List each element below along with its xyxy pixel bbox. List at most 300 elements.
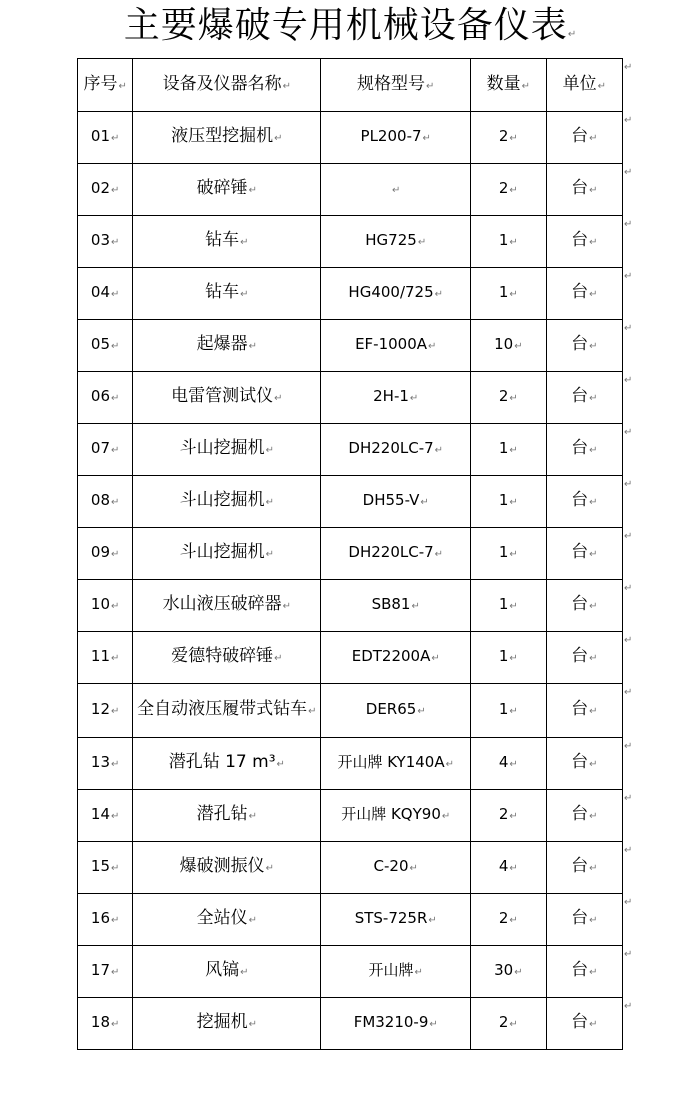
table-row [78, 216, 623, 268]
cell-qty-text: 1 [498, 595, 509, 613]
cell-name [133, 632, 321, 684]
cell-model-text: C-20 [373, 857, 409, 875]
paragraph-mark-icon: ↵ [111, 549, 120, 560]
cell-no-text: 02 [90, 179, 110, 197]
cell-name-text: 钻车 [205, 230, 240, 250]
cell-name [133, 528, 321, 580]
cell-qty [471, 946, 546, 998]
cell-unit [546, 894, 622, 946]
paragraph-mark-icon: ↵ [509, 811, 518, 822]
cell-model [321, 684, 471, 738]
cell-unit-text: 台 [571, 438, 589, 458]
cell-name-text: 破碎锤 [196, 178, 248, 198]
cell-unit-text: 台 [571, 699, 589, 719]
cell-qty [471, 580, 546, 632]
cell-model-text: DH220LC-7 [348, 439, 434, 457]
cell-name-text: 液压型挖掘机 [171, 126, 274, 146]
cell-name [133, 946, 321, 998]
paragraph-mark-icon: ↵ [111, 185, 120, 196]
cell-no-text: 12 [90, 700, 110, 718]
paragraph-mark-icon: ↵ [589, 289, 598, 300]
cell-no-text: 10 [90, 595, 110, 613]
paragraph-mark-icon: ↵ [111, 811, 120, 822]
cell-name [133, 476, 321, 528]
paragraph-mark-icon: ↵ [431, 653, 440, 664]
header-no [78, 59, 133, 112]
cell-no [78, 268, 133, 320]
cell-name [133, 320, 321, 372]
cell-unit-text: 台 [571, 230, 589, 250]
cell-model [321, 320, 471, 372]
cell-model [321, 216, 471, 268]
cell-unit [546, 738, 622, 790]
cell-qty-text: 2 [498, 387, 509, 405]
cell-name-text: 爱德特破碎锤 [171, 646, 274, 666]
cell-qty [471, 738, 546, 790]
paragraph-mark-icon: ↵ [111, 289, 120, 300]
cell-model [321, 790, 471, 842]
table-body [78, 112, 623, 1050]
paragraph-mark-icon: ↵ [567, 29, 577, 40]
paragraph-mark-icon: ↵ [111, 915, 120, 926]
cell-unit-text: 台 [571, 282, 589, 302]
cell-name [133, 790, 321, 842]
paragraph-mark-icon: ↵ [589, 1019, 598, 1030]
paragraph-mark-icon: ↵ [111, 706, 120, 717]
cell-no [78, 946, 133, 998]
cell-unit-text: 台 [571, 1012, 589, 1032]
row-end-mark-icon: ↵ [624, 374, 633, 386]
cell-qty-text: 1 [498, 231, 509, 249]
cell-name-text: 电雷管测试仪 [171, 386, 274, 406]
row-end-mark-icon: ↵ [624, 896, 633, 908]
cell-name [133, 738, 321, 790]
cell-qty [471, 632, 546, 684]
paragraph-mark-icon: ↵ [509, 759, 518, 770]
header-no-label: 序号 [83, 73, 118, 94]
cell-name [133, 998, 321, 1050]
cell-model [321, 528, 471, 580]
cell-qty-text: 4 [498, 857, 509, 875]
cell-name [133, 842, 321, 894]
header-unit-label: 单位 [562, 73, 597, 94]
cell-no [78, 476, 133, 528]
cell-qty [471, 112, 546, 164]
cell-unit-text: 台 [571, 856, 589, 876]
cell-unit-text: 台 [571, 960, 589, 980]
paragraph-mark-icon: ↵ [589, 759, 598, 770]
paragraph-mark-icon: ↵ [589, 967, 598, 978]
paragraph-mark-icon: ↵ [589, 133, 598, 144]
paragraph-mark-icon: ↵ [111, 445, 120, 456]
cell-no [78, 112, 133, 164]
paragraph-mark-icon: ↵ [589, 653, 598, 664]
cell-name-text: 全站仪 [196, 908, 248, 928]
cell-qty [471, 268, 546, 320]
cell-model [321, 998, 471, 1050]
cell-unit [546, 112, 622, 164]
paragraph-mark-icon: ↵ [248, 185, 257, 196]
cell-name [133, 894, 321, 946]
row-end-mark-icon: ↵ [624, 322, 633, 334]
cell-no [78, 164, 133, 216]
table-row [78, 998, 623, 1050]
paragraph-mark-icon: ↵ [111, 1019, 120, 1030]
paragraph-mark-icon: ↵ [429, 1019, 438, 1030]
cell-name-text: 起爆器 [196, 334, 248, 354]
cell-unit-text: 台 [571, 126, 589, 146]
paragraph-mark-icon: ↵ [111, 133, 120, 144]
cell-qty [471, 684, 546, 738]
cell-unit-text: 台 [571, 334, 589, 354]
cell-unit [546, 476, 622, 528]
paragraph-mark-icon: ↵ [118, 80, 127, 92]
cell-model-text: 开山牌 KQY90 [341, 805, 441, 823]
paragraph-mark-icon: ↵ [509, 497, 518, 508]
cell-unit-text: 台 [571, 542, 589, 562]
row-end-mark-icon: ↵ [624, 686, 633, 698]
cell-no-text: 09 [90, 543, 110, 561]
paragraph-mark-icon: ↵ [417, 237, 427, 248]
paragraph-mark-icon: ↵ [509, 863, 518, 874]
row-end-mark-icon: ↵ [624, 740, 633, 752]
paragraph-mark-icon: ↵ [111, 237, 120, 248]
paragraph-mark-icon: ↵ [111, 601, 120, 612]
paragraph-mark-icon: ↵ [240, 237, 249, 248]
paragraph-mark-icon: ↵ [589, 706, 598, 717]
header-qty-label: 数量 [486, 73, 521, 94]
paragraph-mark-icon: ↵ [274, 653, 283, 664]
cell-model-text: SB81 [371, 595, 411, 613]
cell-model-text: 2H-1 [373, 387, 409, 405]
paragraph-mark-icon: ↵ [282, 601, 291, 612]
table-row [78, 476, 623, 528]
cell-model-text: HG400/725 [348, 283, 434, 301]
table-row [78, 738, 623, 790]
paragraph-mark-icon: ↵ [111, 393, 120, 404]
cell-qty-text: 1 [498, 439, 509, 457]
paragraph-mark-icon: ↵ [308, 706, 317, 717]
paragraph-mark-icon: ↵ [265, 863, 274, 874]
paragraph-mark-icon: ↵ [509, 1019, 518, 1030]
cell-qty [471, 320, 546, 372]
paragraph-mark-icon: ↵ [248, 915, 257, 926]
title-text: 主要爆破专用机械设备仪表 [123, 5, 568, 46]
paragraph-mark-icon: ↵ [417, 706, 426, 717]
cell-qty-text: 2 [498, 179, 509, 197]
cell-unit [546, 372, 622, 424]
cell-name-text: 风镐 [205, 960, 240, 980]
cell-unit [546, 424, 622, 476]
cell-model-text: 开山牌 [368, 961, 414, 979]
paragraph-mark-icon: ↵ [422, 133, 431, 144]
paragraph-mark-icon: ↵ [111, 967, 120, 978]
cell-model-text: PL200-7 [360, 127, 422, 145]
cell-model [321, 424, 471, 476]
cell-qty-text: 2 [498, 1013, 509, 1031]
row-end-mark-icon: ↵ [624, 582, 633, 594]
paragraph-mark-icon: ↵ [514, 967, 523, 978]
cell-unit [546, 580, 622, 632]
cell-unit-text: 台 [571, 178, 589, 198]
cell-model [321, 738, 471, 790]
paragraph-mark-icon: ↵ [409, 393, 419, 404]
cell-qty [471, 424, 546, 476]
paragraph-mark-icon: ↵ [276, 759, 285, 770]
cell-name-text: 斗山挖掘机 [179, 542, 265, 562]
cell-unit-text: 台 [571, 594, 589, 614]
cell-name-text: 爆破测振仪 [179, 856, 265, 876]
paragraph-mark-icon: ↵ [509, 237, 518, 248]
cell-unit-text: 台 [571, 386, 589, 406]
paragraph-mark-icon: ↵ [509, 133, 518, 144]
cell-name-text: 潜孔钻 [196, 804, 248, 824]
document-title [0, 2, 700, 50]
cell-unit [546, 632, 622, 684]
paragraph-mark-icon: ↵ [434, 289, 444, 300]
paragraph-mark-icon: ↵ [589, 811, 598, 822]
paragraph-mark-icon: ↵ [589, 185, 598, 196]
cell-qty-text: 4 [498, 753, 509, 771]
paragraph-mark-icon: ↵ [589, 445, 598, 456]
paragraph-mark-icon: ↵ [514, 341, 523, 352]
cell-model-text: FM3210-9 [353, 1013, 429, 1031]
cell-no [78, 320, 133, 372]
cell-no-text: 15 [90, 857, 110, 875]
cell-model [321, 164, 471, 216]
cell-no-text: 04 [90, 283, 110, 301]
paragraph-mark-icon: ↵ [111, 653, 120, 664]
paragraph-mark-icon: ↵ [420, 497, 429, 508]
paragraph-mark-icon: ↵ [509, 915, 518, 926]
table-row [78, 946, 623, 998]
paragraph-mark-icon: ↵ [589, 497, 598, 508]
cell-name [133, 424, 321, 476]
row-end-mark-icon: ↵ [624, 634, 633, 646]
paragraph-mark-icon: ↵ [434, 445, 444, 456]
paragraph-mark-icon: ↵ [111, 497, 120, 508]
cell-name-text: 钻车 [205, 282, 240, 302]
cell-qty-text: 1 [498, 647, 509, 665]
cell-qty-text: 1 [498, 491, 509, 509]
cell-name [133, 580, 321, 632]
table-row [78, 372, 623, 424]
paragraph-mark-icon: ↵ [597, 80, 606, 92]
cell-model [321, 112, 471, 164]
cell-no-text: 11 [90, 647, 110, 665]
cell-no [78, 216, 133, 268]
cell-no [78, 372, 133, 424]
cell-no-text: 03 [90, 231, 110, 249]
equipment-table [77, 58, 623, 1050]
cell-no [78, 684, 133, 738]
paragraph-mark-icon: ↵ [240, 967, 249, 978]
paragraph-mark-icon: ↵ [265, 497, 274, 508]
row-end-mark-icon: ↵ [624, 218, 633, 230]
paragraph-mark-icon: ↵ [274, 133, 283, 144]
row-end-mark-icon: ↵ [624, 270, 633, 282]
cell-qty-text: 1 [498, 283, 509, 301]
header-unit [546, 59, 622, 112]
cell-name [133, 112, 321, 164]
paragraph-mark-icon: ↵ [428, 915, 437, 926]
cell-model [321, 580, 471, 632]
cell-no [78, 790, 133, 842]
cell-model-text: EDT2200A [351, 647, 431, 665]
cell-no [78, 424, 133, 476]
cell-model [321, 842, 471, 894]
paragraph-mark-icon: ↵ [434, 549, 444, 560]
paragraph-mark-icon: ↵ [265, 445, 274, 456]
paragraph-mark-icon: ↵ [509, 653, 518, 664]
cell-unit-text: 台 [571, 646, 589, 666]
paragraph-mark-icon: ↵ [589, 341, 598, 352]
paragraph-mark-icon: ↵ [589, 393, 598, 404]
table-row [78, 580, 623, 632]
cell-model [321, 894, 471, 946]
table-row [78, 528, 623, 580]
paragraph-mark-icon: ↵ [274, 393, 283, 404]
paragraph-mark-icon: ↵ [392, 185, 401, 196]
cell-no-text: 14 [90, 805, 110, 823]
cell-qty [471, 528, 546, 580]
table-row [78, 268, 623, 320]
header-name [133, 59, 321, 112]
paragraph-mark-icon: ↵ [248, 341, 257, 352]
cell-qty-text: 10 [494, 335, 514, 353]
cell-no [78, 894, 133, 946]
cell-unit [546, 164, 622, 216]
cell-model [321, 268, 471, 320]
row-end-mark-icon: ↵ [624, 792, 633, 804]
cell-qty-text: 2 [498, 127, 509, 145]
paragraph-mark-icon: ↵ [411, 601, 420, 612]
cell-model [321, 946, 471, 998]
cell-unit-text: 台 [571, 804, 589, 824]
cell-unit [546, 684, 622, 738]
table-row [78, 164, 623, 216]
row-end-mark-icon: ↵ [624, 844, 633, 856]
paragraph-mark-icon: ↵ [409, 863, 418, 874]
cell-qty [471, 372, 546, 424]
cell-name-text: 挖掘机 [196, 1012, 248, 1032]
cell-no [78, 842, 133, 894]
cell-unit [546, 790, 622, 842]
table-row [78, 894, 623, 946]
cell-model [321, 632, 471, 684]
cell-qty [471, 216, 546, 268]
paragraph-mark-icon: ↵ [426, 80, 435, 92]
cell-no [78, 632, 133, 684]
header-model-label: 规格型号 [357, 73, 426, 94]
cell-qty [471, 894, 546, 946]
header-name-label: 设备及仪器名称 [162, 73, 282, 94]
cell-no-text: 13 [90, 753, 110, 771]
cell-name [133, 164, 321, 216]
paragraph-mark-icon: ↵ [509, 185, 518, 196]
cell-name [133, 372, 321, 424]
cell-unit [546, 216, 622, 268]
paragraph-mark-icon: ↵ [509, 549, 518, 560]
paragraph-mark-icon: ↵ [509, 289, 518, 300]
cell-qty-text: 1 [498, 700, 509, 718]
cell-qty-text: 30 [494, 961, 514, 979]
paragraph-mark-icon: ↵ [248, 811, 257, 822]
cell-unit [546, 946, 622, 998]
row-end-mark-icon: ↵ [624, 478, 633, 490]
row-end-mark-icon: ↵ [624, 61, 633, 73]
cell-qty-text: 1 [498, 543, 509, 561]
cell-name-text: 斗山挖掘机 [179, 438, 265, 458]
cell-no-text: 18 [90, 1013, 110, 1031]
paragraph-mark-icon: ↵ [509, 445, 518, 456]
cell-model-text: DH220LC-7 [348, 543, 434, 561]
table-row [78, 320, 623, 372]
cell-no-text: 05 [90, 335, 110, 353]
table-header-row [78, 59, 623, 112]
cell-no [78, 998, 133, 1050]
cell-unit [546, 528, 622, 580]
cell-no-text: 08 [90, 491, 110, 509]
cell-qty-text: 2 [498, 805, 509, 823]
cell-unit [546, 268, 622, 320]
cell-model-text: DH55-V [362, 491, 420, 509]
cell-no-text: 07 [90, 439, 110, 457]
cell-unit [546, 998, 622, 1050]
cell-model-text: STS-725R [354, 909, 428, 927]
paragraph-mark-icon: ↵ [282, 80, 291, 92]
cell-unit-text: 台 [571, 490, 589, 510]
paragraph-mark-icon: ↵ [265, 549, 274, 560]
row-end-mark-icon: ↵ [624, 948, 633, 960]
row-end-mark-icon: ↵ [624, 1000, 633, 1012]
cell-no-text: 17 [90, 961, 110, 979]
cell-unit-text: 台 [571, 908, 589, 928]
table-row [78, 842, 623, 894]
cell-name [133, 216, 321, 268]
cell-name [133, 684, 321, 738]
cell-qty [471, 790, 546, 842]
row-end-mark-icon: ↵ [624, 426, 633, 438]
cell-no-text: 01 [90, 127, 110, 145]
paragraph-mark-icon: ↵ [589, 915, 598, 926]
cell-no [78, 528, 133, 580]
row-end-mark-icon: ↵ [624, 530, 633, 542]
row-end-mark-icon: ↵ [624, 114, 633, 126]
cell-name-text: 斗山挖掘机 [179, 490, 265, 510]
paragraph-mark-icon: ↵ [240, 289, 249, 300]
paragraph-mark-icon: ↵ [589, 601, 598, 612]
paragraph-mark-icon: ↵ [428, 341, 437, 352]
cell-unit [546, 320, 622, 372]
cell-no [78, 738, 133, 790]
cell-no-text: 16 [90, 909, 110, 927]
paragraph-mark-icon: ↵ [414, 967, 423, 978]
paragraph-mark-icon: ↵ [441, 811, 451, 822]
cell-model [321, 476, 471, 528]
paragraph-mark-icon: ↵ [589, 549, 598, 560]
cell-name [133, 268, 321, 320]
cell-qty [471, 842, 546, 894]
table-row [78, 424, 623, 476]
paragraph-mark-icon: ↵ [509, 706, 518, 717]
table-row [78, 632, 623, 684]
cell-qty [471, 164, 546, 216]
cell-no [78, 580, 133, 632]
cell-name-text: 潜孔钻 17 m³ [168, 752, 276, 772]
table-row [78, 112, 623, 164]
paragraph-mark-icon: ↵ [111, 341, 120, 352]
